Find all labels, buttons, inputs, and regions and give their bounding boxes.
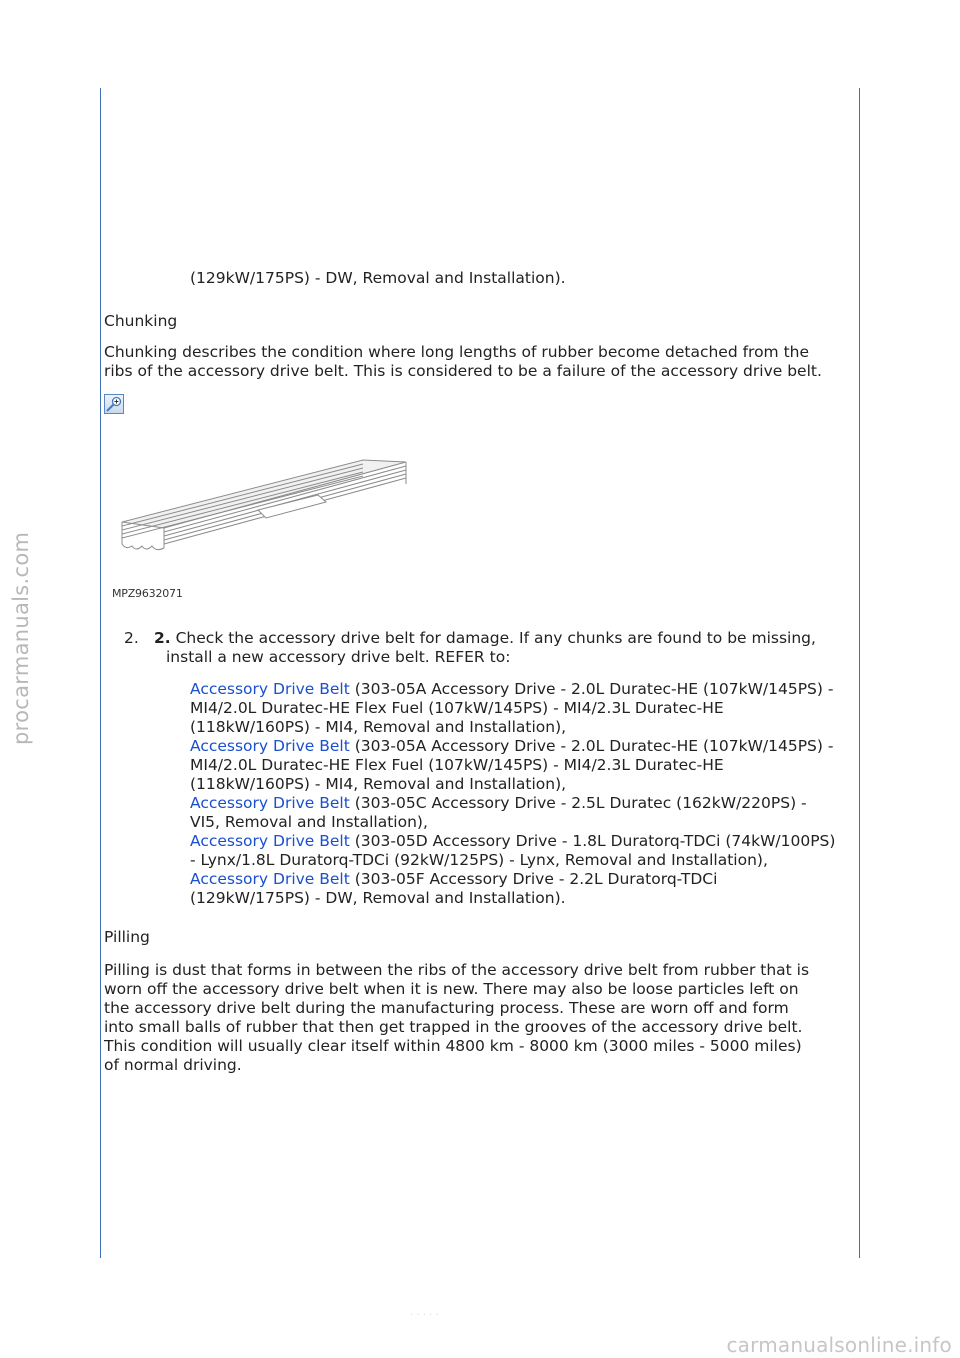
reference-item: [190, 680, 944, 737]
reference-text: MI4/2.0L Duratec-HE Flex Fuel (107kW/145PS) - MI4/2.3L Duratec-HE: [190, 699, 724, 717]
chunked-belt-illustration: [108, 440, 418, 600]
right-margin-rule: [859, 88, 860, 1258]
pilling-line: This condition will usually clear itself within 4800 km - 8000 km (3000 miles - 5000 miles): [104, 1037, 802, 1055]
step-text-continued: install a new accessory drive belt. REFER to:: [166, 648, 511, 666]
pilling-line: into small balls of rubber that then get trapped in the grooves of the accessory drive belt.: [104, 1018, 803, 1036]
reference-item: [190, 870, 944, 908]
reference-list: [104, 680, 944, 908]
step-bold-number: 2.: [154, 629, 171, 647]
pilling-description: [104, 961, 858, 1075]
reference-item: [190, 794, 944, 832]
reference-item: [190, 737, 944, 794]
reference-text: VI5, Removal and Installation),: [190, 813, 428, 831]
chunking-description: [104, 343, 858, 381]
side-watermark: procarmanuals.com: [9, 531, 33, 745]
reference-text: (303-05A Accessory Drive - 2.0L Duratec-HE (107kW/145PS) -: [349, 737, 834, 755]
pilling-line: the accessory drive belt during the manufacturing process. These are worn off and form: [104, 999, 789, 1017]
step-text: Check the accessory drive belt for damage. If any chunks are found to be missing,: [170, 629, 816, 647]
reference-text: MI4/2.0L Duratec-HE Flex Fuel (107kW/145PS) - MI4/2.3L Duratec-HE: [190, 756, 724, 774]
reference-text: (303-05F Accessory Drive - 2.2L Duratorq-TDCi: [349, 870, 718, 888]
chunking-description-line: Chunking describes the condition where long lengths of rubber become detached from the: [104, 343, 810, 361]
reference-text: (303-05D Accessory Drive - 1.8L Duratorq-TDCi (74kW/100PS): [349, 832, 836, 850]
chunking-heading: Chunking: [104, 312, 178, 330]
reference-text: - Lynx/1.8L Duratorq-TDCi (92kW/125PS) - Lynx, Removal and Installation),: [190, 851, 768, 869]
zoom-in-icon[interactable]: [104, 394, 124, 414]
reference-text: (129kW/175PS) - DW, Removal and Installation).: [190, 889, 566, 907]
page-footer-mark: · · · · ·: [410, 1310, 439, 1321]
chunking-description-line: ribs of the accessory drive belt. This is considered to be a failure of the accessory drive belt.: [104, 362, 822, 380]
reference-text: (118kW/160PS) - MI4, Removal and Installation),: [190, 775, 567, 793]
reference-text: (303-05A Accessory Drive - 2.0L Duratec-HE (107kW/145PS) -: [349, 680, 834, 698]
reference-item: [190, 832, 944, 870]
accessory-drive-belt-link[interactable]: Accessory Drive Belt: [190, 794, 350, 812]
magnifier-glyph: [105, 395, 123, 413]
pilling-line: of normal driving.: [104, 1056, 242, 1074]
pilling-line: Pilling is dust that forms in between the ribs of the accessory drive belt from rubber that is: [104, 961, 810, 979]
step-number: 2.: [124, 629, 139, 647]
left-margin-rule: [100, 88, 101, 1258]
accessory-drive-belt-link[interactable]: Accessory Drive Belt: [190, 680, 350, 698]
site-credit: carmanualsonline.info: [726, 1333, 952, 1357]
reference-text: (303-05C Accessory Drive - 2.5L Duratec (162kW/220PS) -: [349, 794, 807, 812]
accessory-drive-belt-link[interactable]: Accessory Drive Belt: [190, 832, 350, 850]
pilling-heading: Pilling: [104, 928, 150, 946]
accessory-drive-belt-link[interactable]: Accessory Drive Belt: [190, 737, 350, 755]
pilling-line: worn off the accessory drive belt when it is new. There may also be loose particles left on: [104, 980, 799, 998]
accessory-drive-belt-link[interactable]: Accessory Drive Belt: [190, 870, 350, 888]
step-instruction: [154, 629, 854, 667]
continued-reference-text: (129kW/175PS) - DW, Removal and Installation).: [190, 269, 566, 287]
reference-text: (118kW/160PS) - MI4, Removal and Installation),: [190, 718, 567, 736]
figure-code-label: MPZ9632071: [112, 587, 183, 600]
